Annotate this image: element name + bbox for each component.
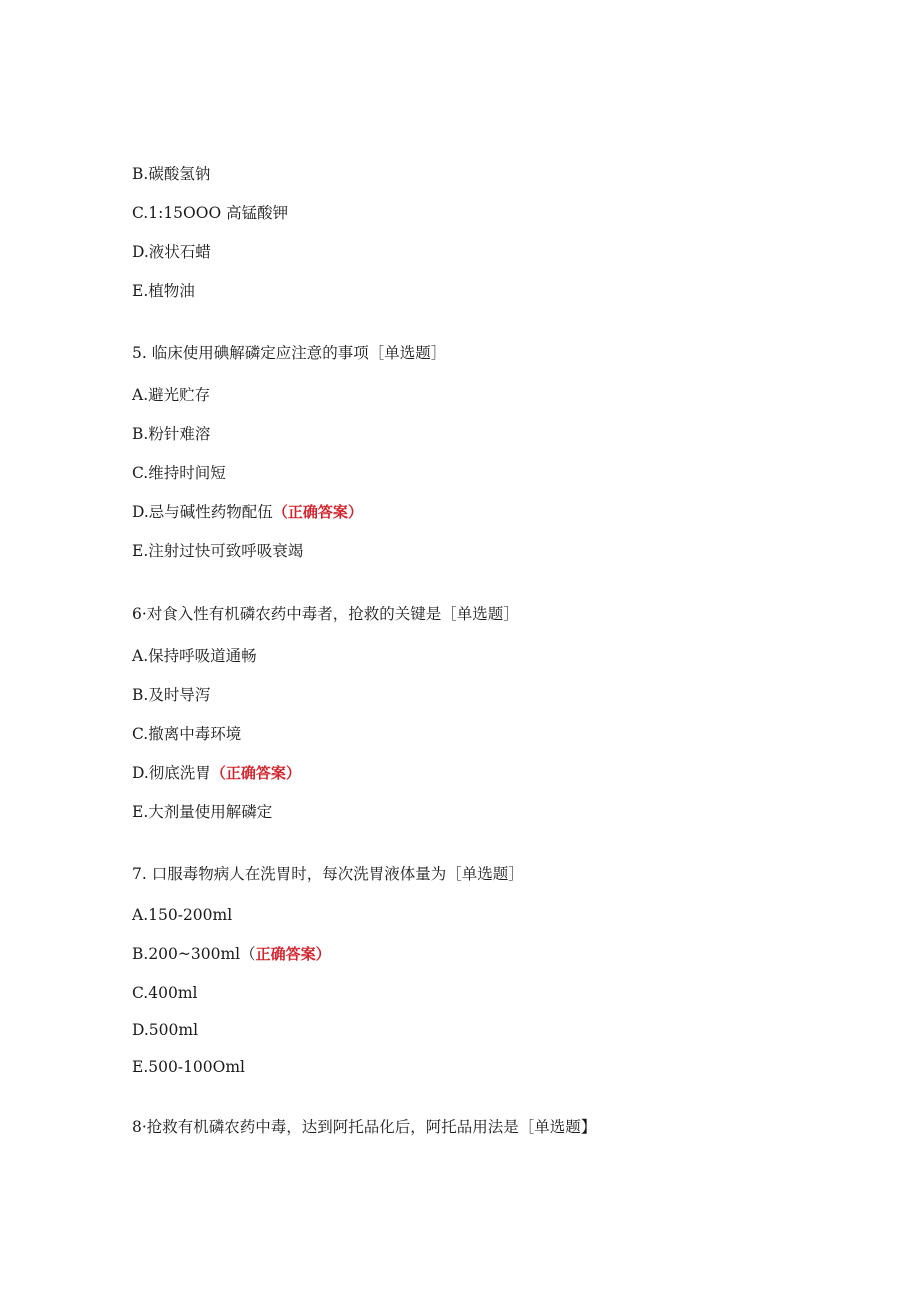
option-q4-d — [132, 242, 211, 262]
option-q5-e — [132, 541, 303, 561]
correct-answer-mark: （正确答案） — [210, 764, 301, 782]
option-q4-c — [132, 203, 288, 223]
option-text: B.及时导泻 — [132, 686, 211, 704]
question-7-stem: 7. 口服毒物病人在洗胃时，每次洗胃液体量为［单选题］ — [132, 865, 524, 883]
option-text: C.撤离中毒环境 — [132, 725, 242, 743]
option-q7-d — [132, 1020, 198, 1040]
option-text: E.500-100Oml — [132, 1058, 246, 1076]
option-text: D.彻底洗胃 — [132, 764, 211, 782]
option-text: D.液状石蜡 — [132, 243, 211, 261]
option-text: E.大剂量使用解磷定 — [132, 803, 273, 821]
option-text: B.200~300ml（ — [132, 945, 256, 963]
option-text: C.维持时间短 — [132, 464, 226, 482]
option-q7-c — [132, 983, 197, 1003]
option-text: D.500ml — [132, 1021, 199, 1039]
option-q7-a — [132, 905, 232, 925]
option-q5-d — [132, 502, 363, 522]
option-text: D.忌与碱性药物配伍 — [132, 503, 273, 521]
option-q7-e — [132, 1057, 245, 1077]
correct-answer-mark: 正确答案） — [255, 945, 331, 963]
option-q6-c — [132, 724, 241, 744]
option-text: E.注射过快可致呼吸衰竭 — [132, 542, 304, 560]
option-q6-e — [132, 802, 272, 822]
question-8-stem: 8·抢救有机磷农药中毒，达到阿托品化后，阿托品用法是［单选题】 — [132, 1118, 597, 1136]
option-q5-a — [132, 385, 210, 405]
option-text: C.1:15OOO 高锰酸钾 — [132, 204, 289, 222]
option-text: B.碳酸氢钠 — [132, 165, 211, 183]
question-5-stem: 5. 临床使用碘解磷定应注意的事项［单选题］ — [132, 344, 447, 362]
correct-answer-mark: （正确答案） — [272, 503, 363, 521]
option-q4-e — [132, 281, 195, 301]
option-text: B.粉针难溶 — [132, 425, 211, 443]
option-q7-b — [132, 944, 331, 964]
option-text: A.避光贮存 — [132, 386, 211, 404]
option-q6-b — [132, 685, 210, 705]
option-q6-a — [132, 646, 257, 666]
option-text: C.400ml — [132, 984, 198, 1002]
option-q5-b — [132, 424, 210, 444]
option-text: E.植物油 — [132, 282, 195, 300]
option-text: A.保持呼吸道通畅 — [132, 647, 257, 665]
option-q6-d — [132, 763, 301, 783]
option-text: A.150-200ml — [132, 906, 233, 924]
option-q5-c — [132, 463, 226, 483]
option-q4-b — [132, 164, 210, 184]
question-6-stem: 6·对食入性有机磷农药中毒者，抢救的关键是［单选题］ — [132, 605, 519, 623]
